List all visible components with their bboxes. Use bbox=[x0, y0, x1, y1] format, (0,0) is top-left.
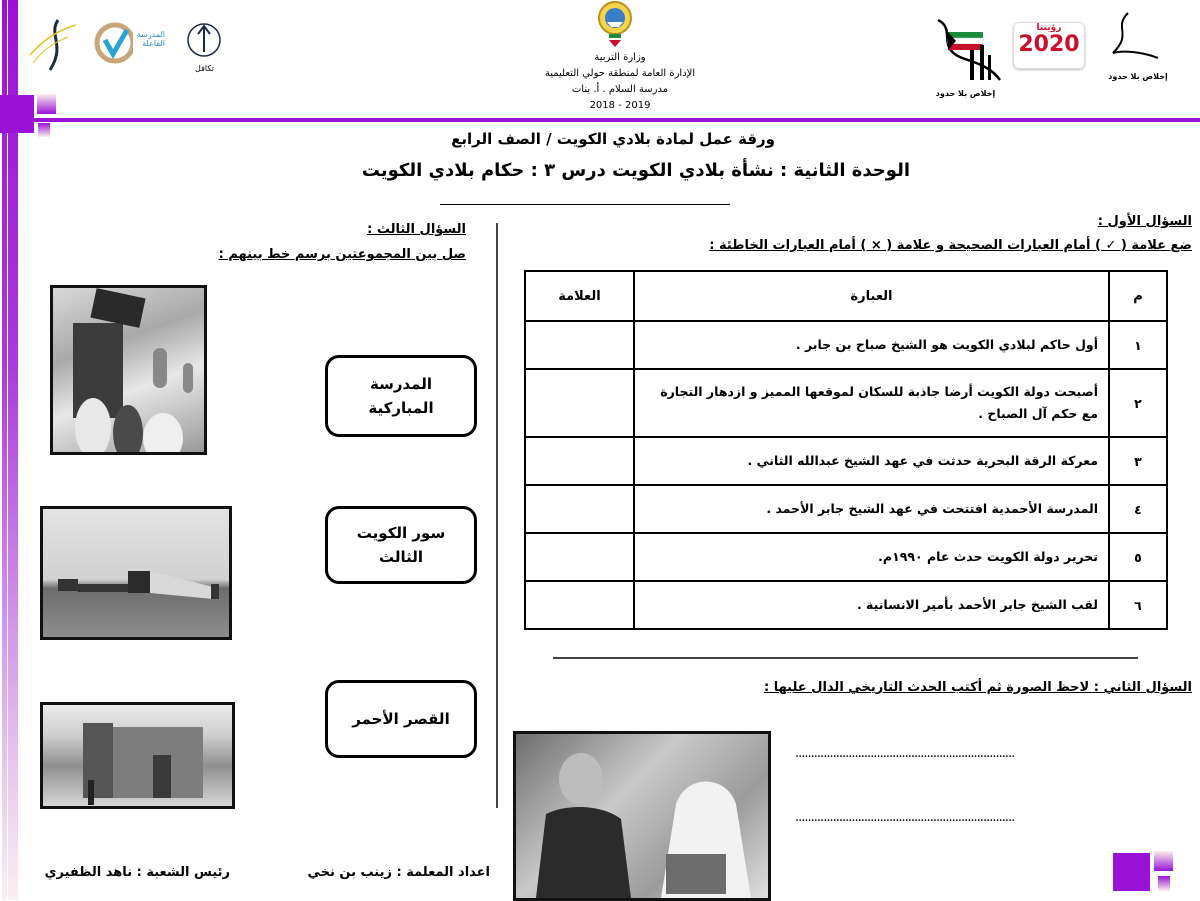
people-silhouette-icon bbox=[516, 734, 768, 898]
slogan-text: إخلاص بلا حدود bbox=[935, 89, 996, 98]
answer-mark-cell[interactable] bbox=[525, 533, 634, 581]
true-false-table bbox=[524, 270, 1168, 630]
historic-school-photo[interactable] bbox=[50, 285, 207, 455]
directorate-name: الإدارة العامة لمنطقة حولي التعليمية bbox=[544, 68, 696, 79]
worksheet-title: ورقة عمل لمادة بلادي الكويت / الصف الرابع bbox=[451, 130, 775, 148]
decorative-square bbox=[38, 123, 50, 137]
answer-line[interactable]: ...................................................................... bbox=[795, 746, 1015, 761]
vision-2020-logo bbox=[1013, 22, 1085, 69]
decorative-square bbox=[1113, 853, 1150, 891]
takaful-text: تكافل bbox=[195, 64, 214, 73]
teacher-credit: اعداد المعلمة : زينب بن نخي bbox=[307, 865, 490, 880]
social-studies-dept-logo bbox=[928, 10, 1003, 98]
column-divider bbox=[496, 223, 498, 808]
vision-text: رؤيتنا bbox=[1036, 23, 1062, 33]
active-school-text: المدرسة الفاعلة bbox=[136, 30, 165, 48]
answer-mark-cell[interactable] bbox=[525, 369, 634, 437]
statement-text: تحرير دولة الكويت حدث عام ١٩٩٠م. bbox=[634, 533, 1109, 581]
question3-heading: السؤال الثالث : bbox=[367, 222, 466, 237]
question3-instruction: صل بين المجموعتين برسم خط بينهم : bbox=[218, 247, 466, 262]
match-item-red-palace[interactable] bbox=[325, 680, 477, 758]
table-row bbox=[525, 369, 1167, 437]
decorative-square bbox=[0, 95, 34, 133]
title-underline bbox=[440, 204, 730, 205]
answer-mark-cell[interactable] bbox=[525, 581, 634, 629]
row-number: ١ bbox=[1109, 321, 1167, 369]
school-name: مدرسة السلام . أ. بنات bbox=[571, 84, 669, 95]
match-item-label: سور الكويت bbox=[356, 524, 446, 542]
table-row bbox=[525, 581, 1167, 629]
row-number: ٦ bbox=[1109, 581, 1167, 629]
vision-year: 2020 bbox=[1018, 32, 1080, 57]
kuwait-wall-photo[interactable] bbox=[40, 506, 232, 640]
statement-text: أول حاكم لبلادي الكويت هو الشيخ صباح بن جابر . bbox=[634, 321, 1109, 369]
section-divider bbox=[553, 657, 1138, 659]
row-number: ٣ bbox=[1109, 437, 1167, 485]
answer-mark-cell[interactable] bbox=[525, 485, 634, 533]
table-header-row bbox=[525, 271, 1167, 321]
ministry-name: وزارة التربية bbox=[594, 52, 646, 63]
table-row bbox=[525, 437, 1167, 485]
answer-mark-cell[interactable] bbox=[525, 437, 634, 485]
decorative-bar bbox=[8, 0, 18, 900]
table-row bbox=[525, 321, 1167, 369]
academic-year: 2018 - 2019 bbox=[589, 100, 651, 111]
row-number: ٤ bbox=[1109, 485, 1167, 533]
kuwait-emblem-icon bbox=[595, 0, 635, 48]
match-item-label: القصر الأحمر bbox=[352, 710, 450, 728]
column-header-mark: العلامة bbox=[525, 271, 634, 321]
match-item-label: المباركية bbox=[368, 399, 434, 417]
palace-photo-icon bbox=[43, 705, 232, 806]
wall-photo-icon bbox=[43, 509, 229, 637]
row-number: ٥ bbox=[1109, 533, 1167, 581]
question1-heading: السؤال الأول : bbox=[1097, 214, 1192, 229]
red-palace-photo[interactable] bbox=[40, 702, 235, 809]
department-head-credit: رئيس الشعبة : ناهد الظفيري bbox=[44, 865, 230, 880]
match-item-kuwait-third-wall[interactable] bbox=[325, 506, 477, 584]
question1-instruction: ضع علامة ( ✓ ) أمام العبارات الصحيحة و علامة ( × ) أمام العبارات الخاطئة : bbox=[709, 238, 1192, 253]
row-number: ٢ bbox=[1109, 369, 1167, 437]
question2-heading: السؤال الثاني : لاحظ الصورة ثم أكتب الحدث التاريخي الدال عليها : bbox=[763, 680, 1192, 695]
decorative-square bbox=[1158, 876, 1170, 891]
decorative-bar bbox=[2, 0, 7, 900]
statement-text: المدرسة الأحمدية افتتحت في عهد الشيخ جابر الأحمد . bbox=[634, 485, 1109, 533]
column-header-num: م bbox=[1109, 271, 1167, 321]
lesson-title: الوحدة الثانية : نشأة بلادي الكويت درس ٣ : حكام بلادي الكويت bbox=[361, 160, 910, 181]
active-school-logo bbox=[93, 20, 165, 68]
slogan-text: إخلاص بلا حدود bbox=[1108, 72, 1168, 81]
ministry-header bbox=[500, 50, 740, 114]
decorative-square bbox=[1154, 851, 1173, 871]
building-photo-icon bbox=[53, 288, 204, 452]
table-row bbox=[525, 533, 1167, 581]
header-divider bbox=[34, 118, 1200, 122]
dove-logo bbox=[1103, 8, 1173, 83]
statement-text: معركة الرقة البحرية حدثت في عهد الشيخ عبدالله الثاني . bbox=[634, 437, 1109, 485]
match-item-label: المدرسة bbox=[370, 375, 432, 393]
swoosh-logo-icon bbox=[28, 15, 78, 75]
answer-line[interactable]: ...................................................................... bbox=[795, 810, 1015, 825]
statement-text: أصبحت دولة الكويت أرضا جاذبة للسكان لموقعها المميز و ازدهار التجارة مع حكم آل الصباح . bbox=[634, 369, 1109, 437]
takaful-logo bbox=[182, 20, 227, 75]
column-header-statement: العبارة bbox=[634, 271, 1109, 321]
answer-mark-cell[interactable] bbox=[525, 321, 634, 369]
statement-text: لقب الشيخ جابر الأحمد بأمير الانسانية . bbox=[634, 581, 1109, 629]
decorative-square bbox=[37, 94, 56, 114]
table-row bbox=[525, 485, 1167, 533]
event-photo bbox=[513, 731, 771, 901]
match-item-mubarakiya-school[interactable] bbox=[325, 355, 477, 437]
match-item-label: الثالث bbox=[378, 548, 424, 566]
